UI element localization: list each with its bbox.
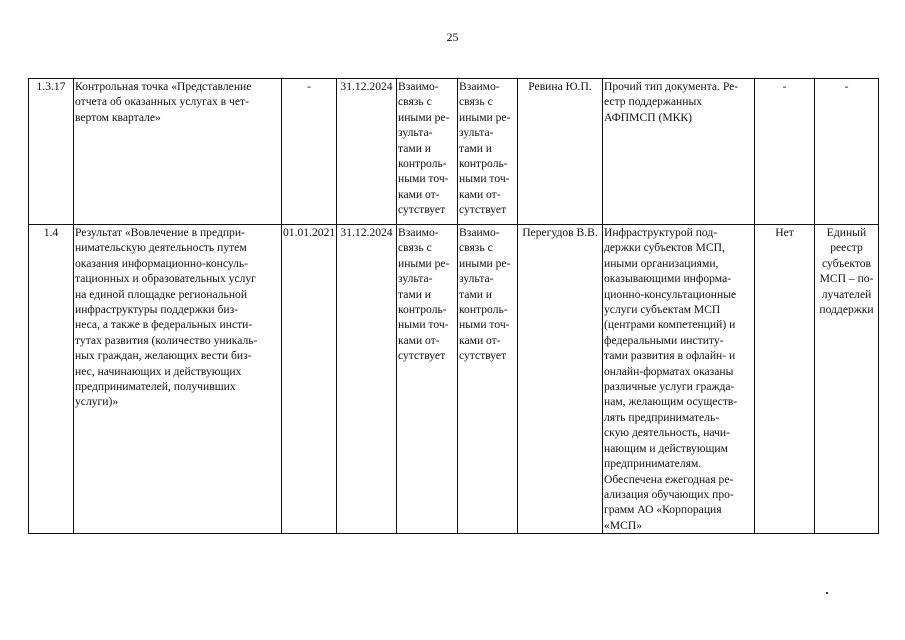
- row-link-previous: Взаимо- связь с иными ре- зульта- тами и контроль- ными точ- ками от- сутствует: [397, 225, 458, 534]
- row-system: -: [815, 79, 879, 225]
- table-row: [29, 79, 879, 225]
- row-description: Прочий тип документа. Ре- естр поддержанных АФПМСП (МКК): [603, 79, 755, 225]
- row-responsible: Ревина Ю.П.: [518, 79, 603, 225]
- row-link-previous: Взаимо- связь с иными ре- зульта- тами и контроль- ными точ- ками от- сутствует: [397, 79, 458, 225]
- row-description: Инфраструктурой под- держки субъектов МСП, иными организациями, оказывающими информа- ционно-консультационные услуги субъектам МСП (центрами компетенций) и федеральными институ- тами развития в офлайн- и онлайн-форматах оказаны различные услуги гражда- нам, желающим осуществ- лять предприниматель- скую деятельность, начи- нающим и действующим предпринимателям. Обеспечена ежегодная ре- ализация обучающих про- грамм АО «Корпорация «МСП»: [603, 225, 755, 534]
- row-end-date: 31.12.2024: [337, 79, 397, 225]
- row-link-next: Взаимо- связь с иными ре- зульта- тами и контроль- ными точ- ками от- сутствует: [458, 79, 518, 225]
- row-responsible: Перегудов В.В.: [518, 225, 603, 534]
- row-link-next: Взаимо- связь с иными ре- зульта- тами и контроль- ными точ- ками от- сутствует: [458, 225, 518, 534]
- row-level: -: [755, 79, 815, 225]
- row-end-date: 31.12.2024: [337, 225, 397, 534]
- table-row: [29, 225, 879, 534]
- scan-speck: [826, 592, 828, 594]
- row-name: Результат «Вовлечение в предпри- нимательскую деятельность путем оказания информационно-консуль- тационных и образовательных услуг на единой площадке региональной инфраструктуры поддержки биз- неса, а также в федеральных инсти- тутах развития (количество уникаль- ных граждан, желающих вести биз- нес, начинающих и действующих предпринимателей, получивших услуги)»: [74, 225, 282, 534]
- row-level: Нет: [755, 225, 815, 534]
- row-start-date: -: [282, 79, 337, 225]
- row-number: 1.3.17: [29, 79, 74, 225]
- row-name: Контрольная точка «Представление отчета об оказанных услугах в чет- вертом квартале»: [74, 79, 282, 225]
- plan-table: [28, 78, 879, 534]
- row-start-date: 01.01.2021: [282, 225, 337, 534]
- page-number: 25: [446, 30, 459, 44]
- row-number: 1.4: [29, 225, 74, 534]
- row-system: Единый реестр субъектов МСП – по- лучателей поддержки: [815, 225, 879, 534]
